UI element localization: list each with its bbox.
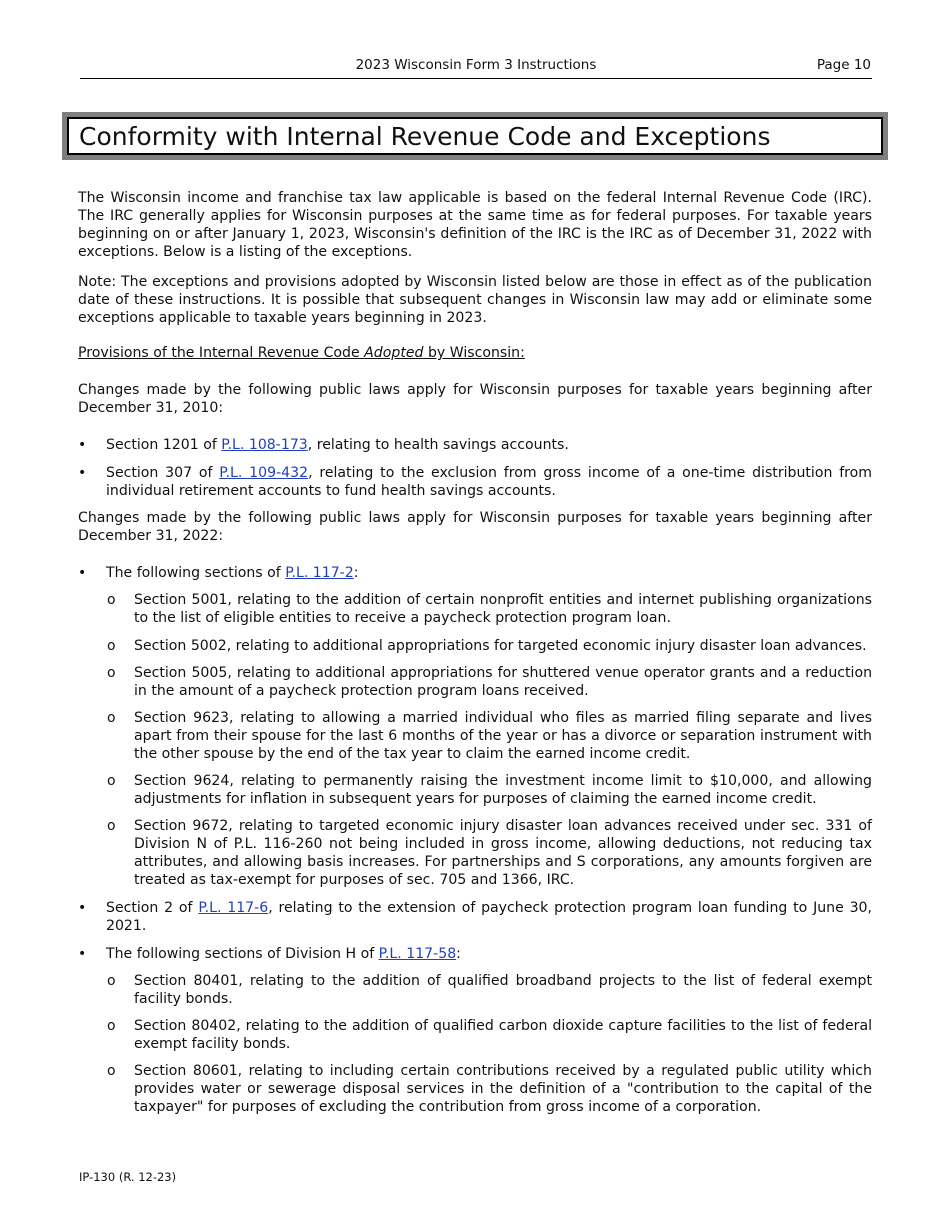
list-item-text: The following sections of <box>106 565 286 581</box>
list-item-text: Section 1201 of <box>106 437 222 453</box>
sub-list-item <box>78 664 872 700</box>
sub-list-item <box>78 1062 872 1116</box>
sub-list-item <box>78 772 872 808</box>
sub-list-item-text: Section 80601, relating to including certain contributions received by a regulated public utility which provides water or sewerage disposal services in the definition of a "contribution to the capital of the taxpayer" for purposes of excluding the contribution from gross income of a corporation. <box>134 1063 872 1115</box>
list-item <box>78 899 872 935</box>
sub-bullet-icon: o <box>107 710 116 726</box>
changes-2010-paragraph: Changes made by the following public laws apply for Wisconsin purposes for taxable years beginning after December 31, 2010: <box>78 382 872 416</box>
bullet-icon: • <box>78 900 87 916</box>
sub-list-item-text: Section 9624, relating to permanently raising the investment income limit to $10,000, and allowing adjustments for inflation in subsequent years for purposes of claiming the earned income credit. <box>134 773 872 807</box>
form-id-footer: IP-130 (R. 12-23) <box>79 1170 177 1184</box>
section-title: Conformity with Internal Revenue Code and Exceptions <box>67 117 883 155</box>
list-item-text: , relating to the exclusion from gross income of a one-time distribution from individual retirement accounts to fund health savings accounts. <box>106 465 873 499</box>
note-paragraph: Note: The exceptions and provisions adopted by Wisconsin listed below are those in effect as of the publication date of these instructions. It is possible that subsequent changes in Wisconsin law may add or eliminate some exceptions applicable to taxable years beginning in 2023. <box>78 274 872 326</box>
sub-list-item <box>78 591 872 627</box>
sub-list-item-text: Section 5005, relating to additional appropriations for shuttered venue operator grants and a reduction in the amount of a paycheck protection program loans received. <box>134 665 872 699</box>
list-item-text: , relating to the extension of paycheck protection program loan funding to June 30, 2021. <box>106 900 872 934</box>
list-item-text: : <box>353 565 359 581</box>
page-header <box>80 56 872 79</box>
sub-list-item <box>78 709 872 763</box>
sub-bullet-icon: o <box>107 1018 116 1034</box>
bullet-icon: • <box>78 465 87 481</box>
sub-list-item-text: Section 80401, relating to the addition of qualified broadband projects to the list of federal exempt facility bonds. <box>134 973 872 1007</box>
sub-list-item-text: Section 9623, relating to allowing a married individual who files as married filing separate and lives apart from their spouse for the last 6 months of the year or has a divorce or separation instrument with the other spouse by the end of the tax year to claim the earned income credit. <box>134 710 872 762</box>
list-item-text: The following sections of Division H of <box>106 946 379 962</box>
sub-bullet-icon: o <box>107 973 116 989</box>
header-title: 2023 Wisconsin Form 3 Instructions <box>355 57 597 73</box>
sub-list-item <box>78 972 872 1008</box>
pl-117-2-link[interactable]: P.L. 117-2 <box>285 565 354 581</box>
bullet-icon: • <box>78 437 87 453</box>
sub-bullet-icon: o <box>107 1063 116 1079</box>
pl-117-6-link[interactable]: P.L. 117-6 <box>198 900 269 916</box>
pl-109-432-link[interactable]: P.L. 109-432 <box>219 465 309 481</box>
page-number: Page 10 <box>816 57 871 73</box>
sub-list-item-text: Section 9672, relating to targeted economic injury disaster loan advances received under sec. 331 of Division N of P.L. 116-260 not being included in gross income, allowing deductions, not reducing tax attributes, and allowing basis increases. For partnerships and S corporations, any amounts forgiven are treated as tax-exempt for purposes of sec. 705 and 1366, IRC. <box>134 818 872 888</box>
provisions-heading-after: by Wisconsin: <box>423 345 525 361</box>
sub-bullet-icon: o <box>107 818 116 834</box>
intro-paragraph: The Wisconsin income and franchise tax law applicable is based on the federal Internal Revenue Code (IRC). The IRC generally applies for Wisconsin purposes at the same time as for federal purposes. For taxable years beginning on or after January 1, 2023, Wisconsin's definition of the IRC is the IRC as of December 31, 2022 with exceptions. Below is a listing of the exceptions. <box>78 190 872 260</box>
sub-bullet-icon: o <box>107 638 116 654</box>
list-item-text: Section 307 of <box>106 465 220 481</box>
list-item-text: : <box>456 946 461 962</box>
pl-117-58-link[interactable]: P.L. 117-58 <box>378 946 457 962</box>
sub-bullet-icon: o <box>107 665 116 681</box>
list-item <box>78 436 872 454</box>
bullet-icon: • <box>78 565 87 581</box>
provisions-heading-emph: Adopted <box>364 345 424 361</box>
provisions-heading-before: Provisions of the Internal Revenue Code <box>78 345 365 361</box>
sub-list-item-text: Section 5001, relating to the addition of certain nonprofit entities and internet publishing organizations to the list of eligible entities to receive a paycheck protection program loan. <box>134 592 872 626</box>
list-item <box>78 464 872 500</box>
bullet-icon: • <box>78 946 87 962</box>
list-item-text: , relating to health savings accounts. <box>307 437 569 453</box>
sub-list-item <box>78 1017 872 1053</box>
changes-2022-paragraph: Changes made by the following public laws apply for Wisconsin purposes for taxable years beginning after December 31, 2022: <box>78 510 872 544</box>
provisions-heading <box>78 344 872 362</box>
list-item-text: Section 2 of <box>106 900 199 916</box>
sub-list-item <box>78 637 872 655</box>
document-body <box>78 189 872 1116</box>
list-item <box>78 945 872 963</box>
list-item <box>78 564 872 582</box>
sub-list-item-text: Section 5002, relating to additional appropriations for targeted economic injury disaster loan advances. <box>134 638 867 654</box>
sub-bullet-icon: o <box>107 592 116 608</box>
sub-list-item-text: Section 80402, relating to the addition of qualified carbon dioxide capture facilities to the list of federal exempt facility bonds. <box>134 1018 872 1052</box>
pl-108-173-link[interactable]: P.L. 108-173 <box>221 437 308 453</box>
section-title-box <box>62 112 888 160</box>
sub-bullet-icon: o <box>107 773 116 789</box>
sub-list-item <box>78 817 872 889</box>
